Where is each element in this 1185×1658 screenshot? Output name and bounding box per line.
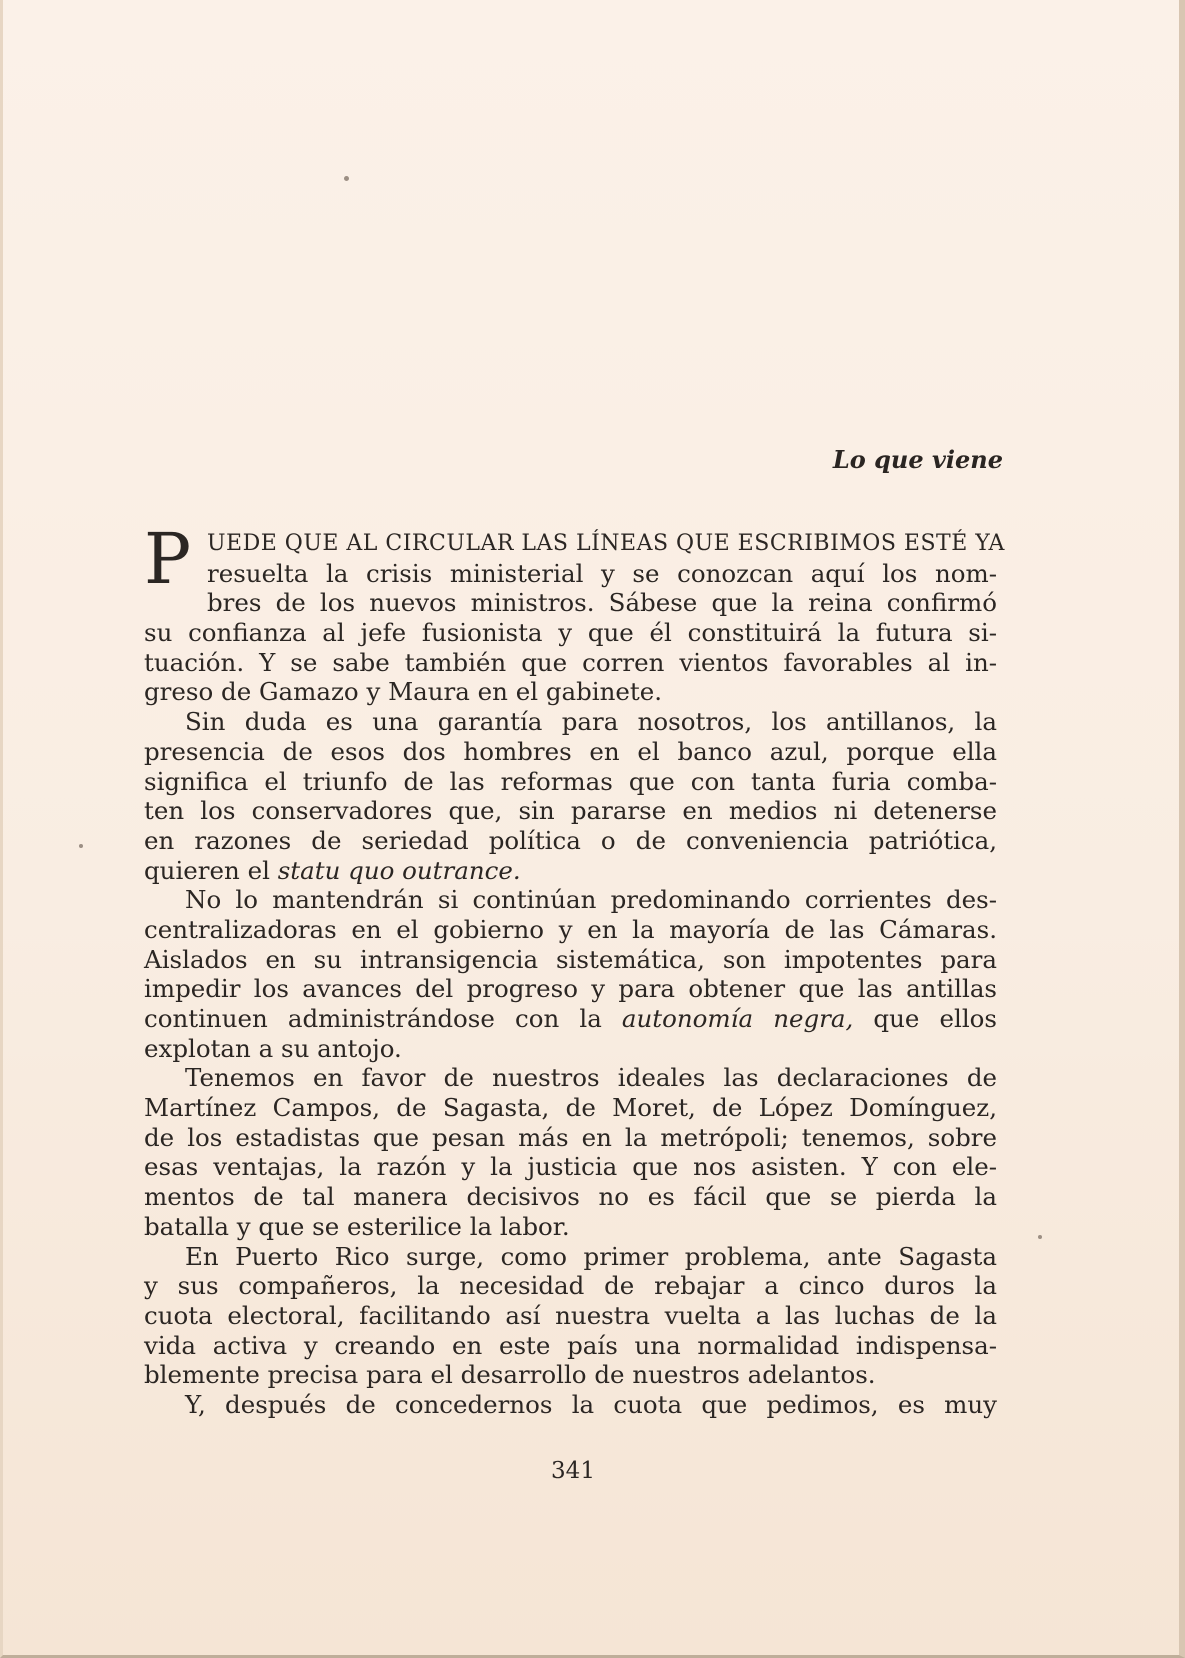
text-line: ten los conservadores que, sin pararse en medios ni detenerse <box>144 796 997 826</box>
text-line: centralizadoras en el gobierno y en la mayoría de las Cámaras. <box>144 914 997 944</box>
paper-speck <box>344 176 349 181</box>
text-line: vida activa y creando en este país una normalidad indispensa- <box>144 1330 997 1360</box>
text-line <box>144 856 997 886</box>
article-title: Lo que viene <box>832 445 1003 474</box>
text-line: blemente precisa para el desarrollo de nuestros adelantos. <box>144 1360 876 1390</box>
text-line <box>144 1004 997 1034</box>
article-body <box>144 518 1005 1420</box>
text-line: mentos de tal manera decisivos no es fácil que se pierda la <box>144 1182 997 1212</box>
text-line: significa el triunfo de las reformas que con tanta furia comba- <box>144 766 997 796</box>
text-line-end: que ellos <box>873 1004 997 1033</box>
text-line: presencia de esos dos hombres en el banco azul, porque ella <box>144 736 997 766</box>
text-line: Sin duda es una garantía para nosotros, los antillanos, la <box>185 707 997 737</box>
text-line: greso de Gamazo y Maura en el gabinete. <box>144 677 663 707</box>
text-line-start: continuen administrándose con la <box>144 1004 602 1033</box>
paper-speck <box>79 844 83 848</box>
text-line: de los estadistas que pesan más en la metrópoli; tenemos, sobre <box>144 1122 997 1152</box>
text-line: En Puerto Rico surge, como primer problema, ante Sagasta <box>185 1241 997 1271</box>
text-line: Y, después de concedernos la cuota que pedimos, es muy <box>185 1389 997 1419</box>
text-line: resuelta la crisis ministerial y se conozcan aquí los nom- <box>207 558 997 588</box>
drop-cap-letter: P <box>144 518 192 600</box>
text-line: Aislados en su intransigencia sistemática, son impotentes para <box>144 944 997 974</box>
text-line: impedir los avances del progreso y para obtener que las antillas <box>144 974 997 1004</box>
text-line: tuación. Y se sabe también que corren vientos favorables al in- <box>144 647 997 677</box>
italic-phrase: autonomía negra, <box>621 1004 854 1033</box>
text-line: esas ventajas, la razón y la justicia que nos asisten. Y con ele- <box>144 1152 997 1182</box>
text-line: batalla y que se esterilice la labor. <box>144 1211 570 1241</box>
text-line: cuota electoral, facilitando así nuestra vuelta a las luchas de la <box>144 1300 997 1330</box>
page-number: 341 <box>551 1458 595 1484</box>
text-line: explotan a su antojo. <box>144 1033 402 1063</box>
text-line: Tenemos en favor de nuestros ideales las declaraciones de <box>185 1063 997 1093</box>
text-line: Martínez Campos, de Sagasta, de Moret, de López Domínguez, <box>144 1093 997 1123</box>
text-line: su confianza al jefe fusionista y que él constituirá la futura si- <box>144 618 997 648</box>
text-line-opening: UEDE QUE AL CIRCULAR LAS LÍNEAS QUE ESCRIBIMOS ESTÉ YA <box>207 531 1005 556</box>
text-line: bres de los nuevos ministros. Sábese que la reina confirmó <box>207 588 997 618</box>
text-line: en razones de seriedad política o de conveniencia patriótica, <box>144 825 997 855</box>
text-line: No lo mantendrán si continúan predominando corrientes des- <box>185 885 997 915</box>
paper-speck <box>1038 1235 1042 1239</box>
text-line-start: quieren el <box>144 855 270 885</box>
text-line: y sus compañeros, la necesidad de rebajar a cinco duros la <box>144 1271 997 1301</box>
italic-phrase: statu quo outrance. <box>277 855 521 885</box>
